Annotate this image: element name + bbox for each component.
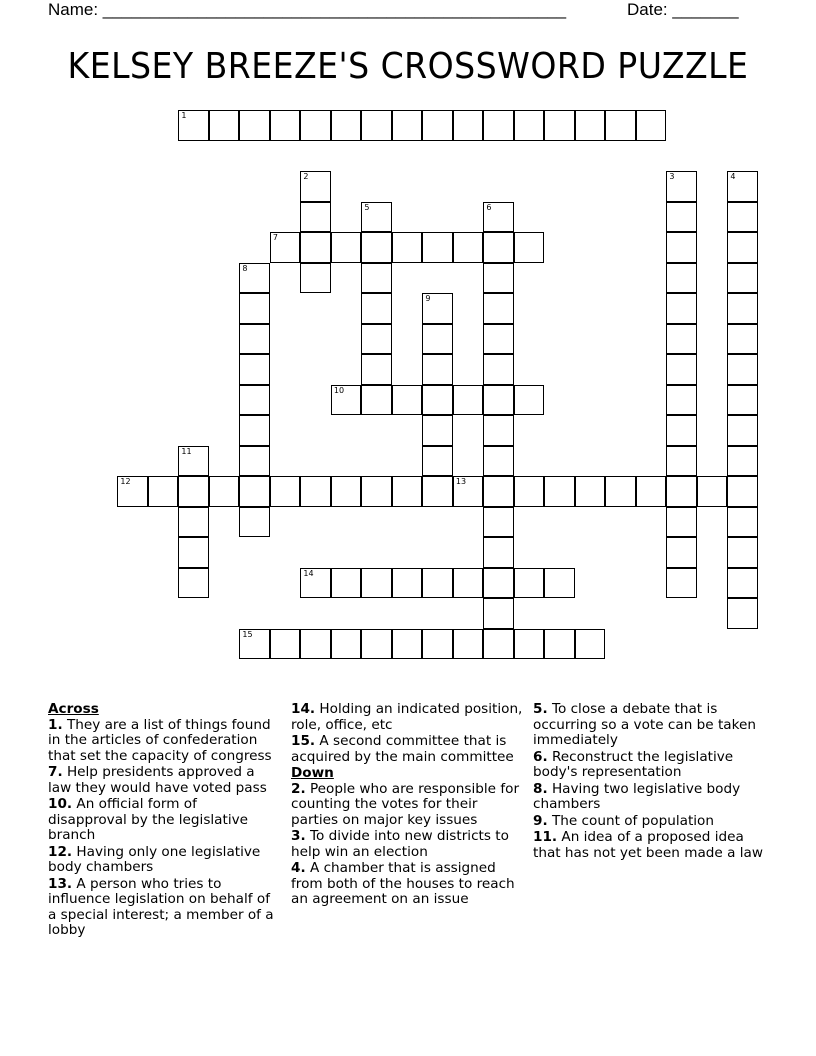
clue-number: 3.	[291, 828, 306, 844]
grid-cell[interactable]	[483, 202, 514, 233]
grid-cell[interactable]	[361, 629, 392, 660]
grid-cell[interactable]	[361, 110, 392, 141]
grid-cell[interactable]	[666, 385, 697, 416]
clue-text: Reconstruct the legislative body's representation	[533, 748, 734, 780]
grid-cell[interactable]	[727, 446, 758, 477]
cell-number: 15	[242, 629, 253, 639]
grid-cell[interactable]	[361, 324, 392, 355]
grid-cell[interactable]	[239, 385, 270, 416]
clue-text: A chamber that is assigned from both of the houses to reach an agreement on an issue	[291, 860, 515, 907]
grid-cell[interactable]	[422, 232, 453, 263]
grid-cell[interactable]	[392, 110, 423, 141]
grid-cell[interactable]	[270, 232, 301, 263]
grid-cell[interactable]	[361, 202, 392, 233]
grid-cell[interactable]	[422, 476, 453, 507]
grid-cell[interactable]	[544, 476, 575, 507]
grid-cell[interactable]	[331, 232, 362, 263]
grid-cell[interactable]	[666, 324, 697, 355]
grid-cell[interactable]	[300, 202, 331, 233]
grid-cell[interactable]	[453, 476, 484, 507]
grid-cell[interactable]	[331, 568, 362, 599]
grid-cell[interactable]	[300, 263, 331, 294]
grid-cell[interactable]	[392, 476, 423, 507]
grid-cell[interactable]	[239, 293, 270, 324]
clue-number: 13.	[48, 875, 73, 892]
grid-cell[interactable]	[666, 507, 697, 538]
clue-text: An idea of a proposed idea that has not yet been made a law	[533, 829, 763, 861]
down-heading: Down	[291, 765, 334, 781]
grid-cell[interactable]	[239, 354, 270, 385]
clue-number: 15.	[291, 733, 316, 749]
clue-text: Having two legislative body chambers	[533, 780, 741, 812]
clue-down-11	[533, 830, 765, 861]
grid-cell[interactable]	[392, 232, 423, 263]
cell-number: 10	[333, 385, 345, 395]
grid-cell[interactable]	[666, 446, 697, 477]
grid-cell[interactable]	[239, 507, 270, 538]
grid-cell[interactable]	[514, 568, 545, 599]
grid-cell[interactable]	[361, 354, 392, 385]
grid-cell[interactable]	[361, 476, 392, 507]
cell-number: 11	[181, 446, 192, 456]
grid-cell[interactable]	[300, 110, 331, 141]
grid-cell[interactable]	[453, 568, 484, 599]
grid-cell[interactable]	[727, 171, 758, 202]
cell-number: 1	[181, 111, 187, 121]
clue-text: People who are responsible for counting the votes for their parties on major key issues	[291, 780, 520, 828]
clue-text: Help presidents approved a law they would have voted pass	[48, 764, 267, 796]
grid-cell[interactable]	[453, 110, 484, 141]
grid-cell[interactable]	[453, 385, 484, 416]
cell-number: 13	[455, 477, 467, 487]
grid-cell[interactable]	[300, 629, 331, 660]
grid-cell[interactable]	[239, 476, 270, 507]
clue-text: To close a debate that is occurring so a vote can be taken immediately	[533, 701, 756, 748]
grid-cell[interactable]	[300, 171, 331, 202]
grid-cell[interactable]	[270, 629, 301, 660]
clue-text: A person who tries to influence legislation on behalf of a special interest; a member of a lobby	[48, 875, 274, 938]
grid-cell[interactable]	[727, 476, 758, 507]
grid-cell[interactable]	[727, 232, 758, 263]
grid-cell[interactable]	[239, 324, 270, 355]
grid-cell[interactable]	[300, 476, 331, 507]
grid-cell[interactable]	[514, 110, 545, 141]
clue-number: 4.	[291, 860, 306, 876]
page-title: KELSEY BREEZE'S CROSSWORD PUZZLE	[67, 46, 749, 87]
grid-cell[interactable]	[483, 507, 514, 538]
clue-across-15	[291, 734, 526, 765]
clue-text: Having only one legislative body chambers	[48, 843, 261, 875]
grid-cell[interactable]	[575, 110, 606, 141]
grid-cell[interactable]	[239, 110, 270, 141]
grid-cell[interactable]	[666, 568, 697, 599]
cell-number: 14	[303, 568, 314, 578]
grid-cell[interactable]	[727, 507, 758, 538]
grid-cell[interactable]	[422, 324, 453, 355]
grid-cell[interactable]	[514, 476, 545, 507]
grid-cell[interactable]	[483, 629, 514, 660]
grid-cell[interactable]	[544, 110, 575, 141]
grid-cell[interactable]	[117, 476, 148, 507]
cell-number: 2	[303, 172, 309, 182]
grid-cell[interactable]	[422, 110, 453, 141]
clue-down-8	[533, 782, 765, 813]
grid-cell[interactable]	[697, 476, 728, 507]
clue-number: 8.	[533, 780, 548, 797]
grid-cell[interactable]	[178, 446, 209, 477]
clue-down-5	[533, 702, 765, 749]
grid-cell[interactable]	[666, 537, 697, 568]
grid-cell[interactable]	[544, 629, 575, 660]
grid-cell[interactable]	[483, 232, 514, 263]
grid-cell[interactable]	[727, 415, 758, 446]
grid-cell[interactable]	[178, 537, 209, 568]
clue-down-9	[533, 814, 765, 830]
grid-cell[interactable]	[148, 476, 179, 507]
clue-across-14	[291, 702, 526, 733]
cell-number: 4	[730, 172, 736, 182]
cell-number: 7	[272, 233, 278, 243]
grid-cell[interactable]	[727, 568, 758, 599]
cell-number: 6	[486, 202, 492, 212]
clue-number: 12.	[48, 843, 73, 860]
grid-cell[interactable]	[453, 232, 484, 263]
grid-cell[interactable]	[483, 537, 514, 568]
grid-cell[interactable]	[483, 110, 514, 141]
clue-text: To divide into new districts to help win an election	[291, 828, 509, 860]
clue-number: 14.	[291, 701, 316, 717]
grid-cell[interactable]	[483, 598, 514, 629]
grid-cell[interactable]	[361, 263, 392, 294]
grid-cell[interactable]	[483, 263, 514, 294]
grid-cell[interactable]	[178, 110, 209, 141]
grid-cell[interactable]	[483, 385, 514, 416]
grid-cell[interactable]	[483, 354, 514, 385]
grid-cell[interactable]	[331, 385, 362, 416]
grid-cell[interactable]	[331, 110, 362, 141]
cell-number: 8	[242, 263, 248, 273]
grid-cell[interactable]	[239, 415, 270, 446]
grid-cell[interactable]	[636, 476, 667, 507]
grid-cell[interactable]	[727, 354, 758, 385]
clue-number: 11.	[533, 829, 558, 845]
grid-cell[interactable]	[727, 537, 758, 568]
grid-cell[interactable]	[636, 110, 667, 141]
date-line: Date: _______	[627, 0, 739, 19]
grid-cell[interactable]	[666, 263, 697, 294]
grid-cell[interactable]	[483, 568, 514, 599]
clue-number: 9.	[533, 812, 548, 829]
clue-across-12	[48, 845, 280, 876]
grid-cell[interactable]	[178, 568, 209, 599]
grid-cell[interactable]	[544, 568, 575, 599]
grid-cell[interactable]	[666, 476, 697, 507]
grid-cell[interactable]	[300, 232, 331, 263]
grid-cell[interactable]	[453, 629, 484, 660]
cell-number: 12	[120, 477, 131, 487]
clue-across-1	[48, 718, 280, 765]
grid-cell[interactable]	[514, 385, 545, 416]
grid-cell[interactable]	[209, 476, 240, 507]
grid-cell[interactable]	[239, 446, 270, 477]
grid-cell[interactable]	[422, 629, 453, 660]
grid-cell[interactable]	[666, 232, 697, 263]
grid-cell[interactable]	[300, 568, 331, 599]
clue-number: 1.	[48, 716, 63, 733]
grid-cell[interactable]	[727, 598, 758, 629]
grid-cell[interactable]	[666, 293, 697, 324]
grid-cell[interactable]	[422, 354, 453, 385]
grid-cell[interactable]	[239, 263, 270, 294]
grid-cell[interactable]	[483, 415, 514, 446]
grid-cell[interactable]	[361, 568, 392, 599]
grid-cell[interactable]	[422, 293, 453, 324]
grid-cell[interactable]	[178, 507, 209, 538]
grid-cell[interactable]	[178, 476, 209, 507]
grid-cell[interactable]	[666, 415, 697, 446]
grid-cell[interactable]	[361, 385, 392, 416]
clue-text: A second committee that is acquired by the main committee	[291, 733, 514, 765]
clue-text: An official form of disapproval by the legislative branch	[48, 796, 249, 843]
clue-text: The count of population	[547, 812, 714, 829]
grid-cell[interactable]	[483, 293, 514, 324]
clue-across-7	[48, 765, 280, 796]
clue-number: 6.	[533, 748, 548, 765]
grid-cell[interactable]	[392, 385, 423, 416]
grid-cell[interactable]	[666, 354, 697, 385]
grid-cell[interactable]	[514, 232, 545, 263]
clue-number: 5.	[533, 701, 548, 717]
clue-number: 7.	[48, 764, 63, 780]
grid-cell[interactable]	[239, 629, 270, 660]
grid-cell[interactable]	[270, 476, 301, 507]
cell-number: 3	[669, 172, 675, 182]
name-line: Name: _________________________________________________	[48, 0, 567, 19]
grid-cell[interactable]	[666, 171, 697, 202]
clue-text: They are a list of things found in the articles of confederation that set the capacity of congress	[48, 716, 272, 764]
clues-column-2	[291, 702, 526, 909]
clue-down-6	[533, 750, 765, 781]
grid-cell[interactable]	[209, 110, 240, 141]
clues-column-3	[533, 702, 765, 862]
clue-number: 2.	[291, 780, 306, 797]
clue-down-3	[291, 829, 526, 860]
cell-number: 9	[425, 294, 431, 304]
grid-cell[interactable]	[422, 446, 453, 477]
grid-cell[interactable]	[727, 324, 758, 355]
grid-cell[interactable]	[422, 385, 453, 416]
grid-cell[interactable]	[422, 568, 453, 599]
clues-column-1	[48, 702, 280, 940]
clue-number: 10.	[48, 796, 73, 812]
grid-cell[interactable]	[361, 293, 392, 324]
grid-cell[interactable]	[575, 629, 606, 660]
grid-cell[interactable]	[392, 629, 423, 660]
clue-text: Holding an indicated position, role, office, etc	[291, 701, 523, 733]
grid-cell[interactable]	[422, 415, 453, 446]
grid-cell[interactable]	[361, 232, 392, 263]
grid-cell[interactable]	[483, 324, 514, 355]
grid-cell[interactable]	[331, 629, 362, 660]
grid-cell[interactable]	[727, 263, 758, 294]
grid-cell[interactable]	[575, 476, 606, 507]
across-heading: Across	[48, 701, 99, 717]
grid-cell[interactable]	[605, 476, 636, 507]
clue-down-4	[291, 861, 526, 908]
grid-cell[interactable]	[605, 110, 636, 141]
cell-number: 5	[364, 202, 370, 212]
grid-cell[interactable]	[727, 385, 758, 416]
grid-cell[interactable]	[727, 202, 758, 233]
clue-across-10	[48, 797, 280, 844]
grid-cell[interactable]	[514, 629, 545, 660]
clue-across-13	[48, 877, 280, 939]
grid-cell[interactable]	[727, 293, 758, 324]
grid-cell[interactable]	[392, 568, 423, 599]
clue-down-2	[291, 782, 526, 829]
grid-cell[interactable]	[270, 110, 301, 141]
grid-cell[interactable]	[666, 202, 697, 233]
grid-cell[interactable]	[483, 446, 514, 477]
grid-cell[interactable]	[331, 476, 362, 507]
grid-cell[interactable]	[483, 476, 514, 507]
